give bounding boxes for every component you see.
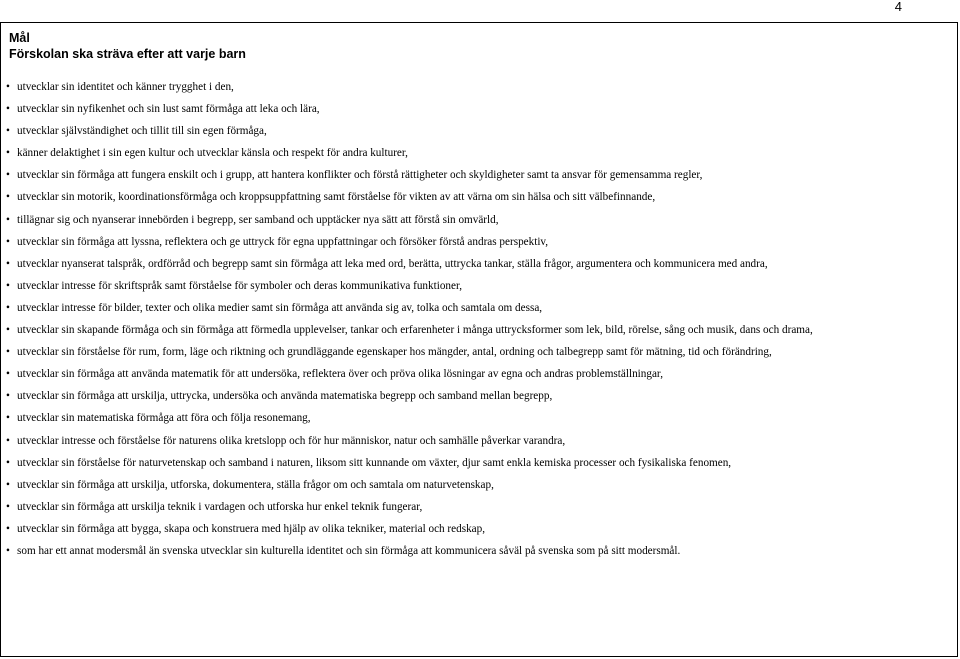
goal-list-item [6,253,813,275]
bullet-icon: • [6,279,10,292]
bullet-icon: • [6,147,10,160]
goal-text: utvecklar sin förmåga att urskilja, uttrycka, undersöka och använda matematiska begrepp och samband mellan begrepp, [17,390,553,403]
bullet-icon: • [6,324,10,337]
goal-list-item [6,407,813,429]
bullet-icon: • [6,213,10,226]
goal-text: utvecklar sin motorik, koordinationsförmåga och kroppsuppfattning samt förståelse för vikten av att värna om sin hälsa och sitt välbefinnande, [17,191,656,204]
goal-list-item [6,341,813,363]
bullet-icon: • [6,346,10,359]
goal-list-item [6,164,813,186]
goal-list-item [6,275,813,297]
bullet-icon: • [6,478,10,491]
goal-list-item [6,142,813,164]
goal-text: utvecklar sin förmåga att lyssna, reflektera och ge uttryck för egna uppfattningar och försöker förstå andras perspektiv, [17,235,549,248]
bullet-icon: • [6,169,10,182]
goal-list-item [6,385,813,407]
goal-list-item [6,452,813,474]
page-number: 4 [894,0,902,14]
goal-text: utvecklar sin förmåga att urskilja, utforska, dokumentera, ställa frågor om och samtala om naturvetenskap, [17,478,494,491]
goal-text: utvecklar sin förmåga att bygga, skapa och konstruera med hjälp av olika tekniker, material och redskap, [17,522,486,535]
goal-list-item [6,430,813,452]
goal-text: utvecklar sin förståelse för naturvetenskap och samband i naturen, liksom sitt kunnande om växter, djur samt enkla kemiska processer och fysikaliska fenomen, [17,456,732,469]
goal-text: utvecklar sin identitet och känner trygghet i den, [17,81,234,93]
bullet-icon: • [6,81,10,93]
goal-list-item [6,186,813,208]
goal-list-item [6,76,813,98]
goal-text: utvecklar sin nyfikenhet och sin lust samt förmåga att leka och lära, [17,103,320,116]
goal-text: som har ett annat modersmål än svenska utvecklar sin kulturella identitet och sin förmåga att kommunicera såväl på svenska som på sitt modersmål. [17,544,681,557]
goal-text: utvecklar sin förståelse för rum, form, läge och riktning och grundläggande egenskaper hos mängder, antal, ordning och talbegrepp samt för mätning, tid och förändring, [17,346,772,359]
bullet-icon: • [6,434,10,447]
goal-list-item [6,496,813,518]
goal-list-item [6,319,813,341]
goal-list-item [6,231,813,253]
goal-list-item [6,518,813,540]
bullet-icon: • [6,500,10,513]
goal-list-item [6,120,813,142]
goal-list [6,76,813,562]
goal-text: tillägnar sig och nyanserar innebörden i begrepp, ser samband och upptäcker nya sätt att förstå sin omvärld, [17,213,499,226]
bullet-icon: • [6,257,10,270]
bullet-icon: • [6,544,10,557]
bullet-icon: • [6,522,10,535]
bullet-icon: • [6,301,10,314]
section-subtitle: Förskolan ska sträva efter att varje barn [9,47,246,61]
goal-text: utvecklar självständighet och tillit till sin egen förmåga, [17,125,267,138]
bullet-icon: • [6,456,10,469]
goal-text: utvecklar intresse och förståelse för naturens olika kretslopp och för hur människor, natur och samhälle påverkar varandra, [17,434,566,447]
goal-list-item [6,297,813,319]
goal-text: utvecklar intresse för bilder, texter och olika medier samt sin förmåga att använda sig av, tolka och samtala om dessa, [17,301,543,314]
bullet-icon: • [6,235,10,248]
goal-text: utvecklar sin förmåga att urskilja teknik i vardagen och utforska hur enkel teknik fungerar, [17,500,423,513]
section-heading [9,30,246,62]
bullet-icon: • [6,390,10,403]
goal-text: utvecklar sin skapande förmåga och sin förmåga att förmedla upplevelser, tankar och erfarenheter i många uttrycksformer som lek, bild, rörelse, sång och musik, dans och drama, [17,324,813,337]
bullet-icon: • [6,368,10,381]
bullet-icon: • [6,412,10,425]
bullet-icon: • [6,103,10,116]
goal-text: utvecklar intresse för skriftspråk samt förståelse för symboler och deras kommunikativa funktioner, [17,279,463,292]
bullet-icon: • [6,125,10,138]
goal-text: utvecklar nyanserat talspråk, ordförråd och begrepp samt sin förmåga att leka med ord, berätta, uttrycka tankar, ställa frågor, argumentera och kommunicera med andra, [17,257,768,270]
goal-list-item [6,209,813,231]
goal-text: utvecklar sin förmåga att använda matematik för att undersöka, reflektera över och pröva olika lösningar av egna och andras problemställningar, [17,368,664,381]
goal-text: känner delaktighet i sin egen kultur och utvecklar känsla och respekt för andra kulturer, [17,147,408,160]
goal-text: utvecklar sin förmåga att fungera enskilt och i grupp, att hantera konflikter och förstå rättigheter och skyldigheter samt ta ansvar för gemensamma regler, [17,169,703,182]
goal-list-item [6,474,813,496]
goal-list-item [6,363,813,385]
section-title: Mål [9,31,30,45]
goal-list-item [6,98,813,120]
goal-text: utvecklar sin matematiska förmåga att föra och följa resonemang, [17,412,311,425]
bullet-icon: • [6,191,10,204]
goal-list-item [6,540,813,562]
